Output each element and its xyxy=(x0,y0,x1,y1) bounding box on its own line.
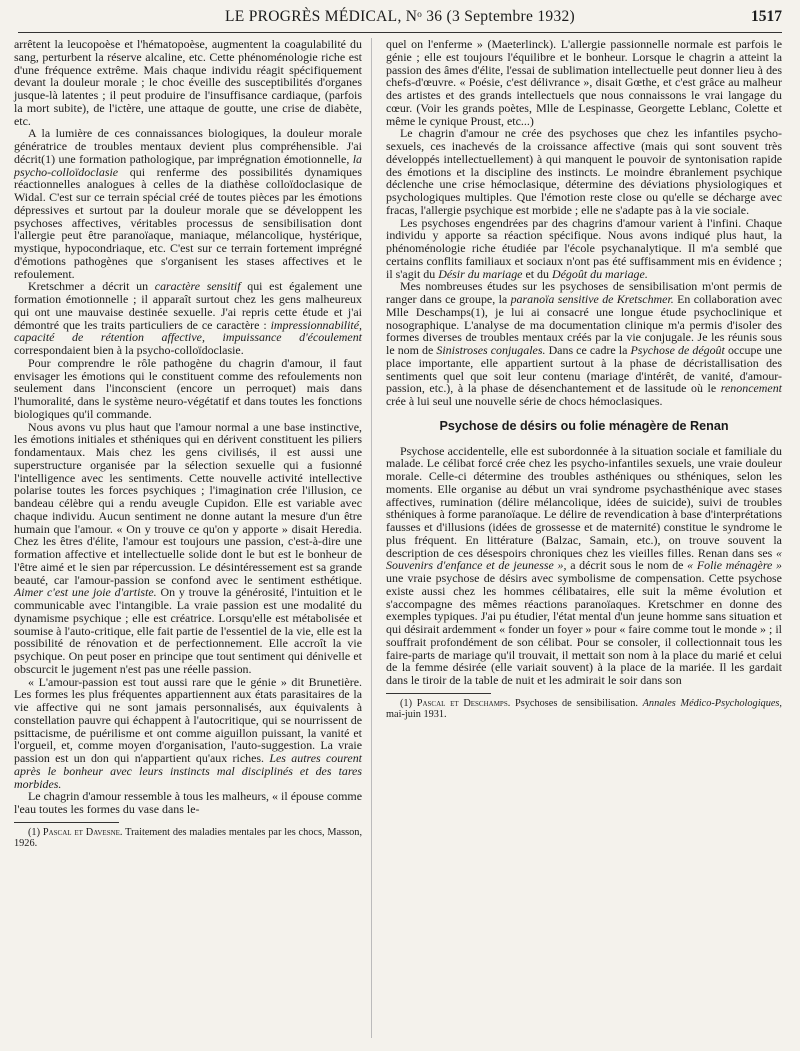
italic-term: Dégoût du mariage. xyxy=(551,266,648,281)
italic-term: Sinistroses conjugales. xyxy=(436,343,546,357)
footnote-rule xyxy=(14,822,119,823)
footnote xyxy=(14,827,362,850)
footnote-authors: Pascal et Davesne. xyxy=(42,826,123,838)
journal-title: LE PROGRÈS MÉDICAL, Nᵒ 36 (3 Septembre 1932) xyxy=(224,8,576,25)
header-rule xyxy=(18,32,782,33)
footnote-text: Traitement des maladies mentales par les chocs, Masson, 1926. xyxy=(14,826,363,850)
paragraph-text: Mes nombreuses études sur les psychoses de sensibilisation m'ont permis de ranger dans ce groupe, la xyxy=(386,279,782,306)
paragraph-text: une vraie psychose de désirs avec symbolisme de compensation. Cette psychose existe aussi chez les hommes célibataires, elle suit la même évolution et s'accompagne des mêmes réactions paranoïaques. Kretschmer en donne des exemples typiques. J'ai pu étudier, l'état mental d'un jeune homme sans situation et qui désirait ardemment « fonder un foyer » pour « faire comme tout le monde » ; il souffrait profondément de son célibat. Pour se consoler, il collectionnait tous les faire-parts de mariage qu'il trouvait, il mettait son nom à la place du marié et celui de la femme désirée (elle variait souvent) à la place de la mariée. Il les gardait dans le tiroir de la table de nuit et les admirait le soir dans son xyxy=(386,571,782,687)
italic-term: la psycho-colloïdoclasie xyxy=(14,151,363,179)
footnote-text: Psychoses de sensibilisation. xyxy=(515,697,638,709)
italic-quote: Les autres courent après le bonheur avec leurs instincts mal disciplinés et des tares morbides. xyxy=(14,751,362,791)
left-column xyxy=(14,38,362,850)
paragraph-text: Pour comprendre le rôle pathogène du chagrin d'amour, il faut envisager les émotions qui le constituent comme des refoulements non seulement dans l'inconscient (encore un perroquet) mais dans l'humoralité, dans le système neuro-végétatif et dans toutes les fonctions biologiques qu'il commande. xyxy=(14,355,362,421)
right-column xyxy=(386,38,782,721)
italic-term: Désir du mariage xyxy=(438,266,523,281)
footnote-marker: (1) xyxy=(28,826,41,838)
paragraph-text: quel on l'enferme » (Maeterlinck). L'allergie passionnelle normale est parfois le génie ; elle est toujours l'équilibre et le bonheur. Lorsque le chagrin a atteint la passion des âmes d'élite, l'essai de sublimation intellectuelle peut donner lieu à des chefs-d'œuvre. « Poésie, c'est délivrance », disait Gœthe, et c'est grâce au malheur des artistes et des grands intellectuels que nous connaissons le vrai langage du cœur. (Voir les grands poètes, Mlle de Lespinasse, Georgette Leblanc, Colette et même le cynique Proust, etc...) xyxy=(386,37,782,128)
paragraph-text: occupe une place importante, elle appartient surtout à la phase de décristallisation des sentiments quel que soit leur contenu (mariage d'intérêt, de vanité, d'amour-passion, etc.), à la phase de désenchantement et de lassitude où le xyxy=(386,343,783,396)
italic-title: « Folie ménagère » xyxy=(687,558,783,573)
paragraph xyxy=(14,421,362,676)
paragraph xyxy=(14,790,362,816)
paragraph-text: arrêtent la leucopoèse et l'hématopoèse, augmentent la coagulabilité du sang, perturbent la réserve alcaline, etc. Cette phénoménologie riche est d'une fréquence extrême. Mais chaque individu réagit spécifiquement devant la douleur morale ; le choc éveille des susceptibilités d'organes jusque-là latentes ; il peut produire de l'insuffisance cardiaque, (parfois la mort subite), de l'ictère, une attaque de goutte, une crise de diabète, etc. xyxy=(14,37,362,128)
paragraph xyxy=(386,127,782,216)
paragraph-text: crée à lui seul une nouvelle série de chocs hémoclasiques. xyxy=(386,394,663,408)
paragraph-text: Le chagrin d'amour ressemble à tous les malheurs, « il épouse comme l'eau toutes les formes du vase dans le- xyxy=(14,789,362,816)
paragraph xyxy=(386,445,782,687)
paragraph-text: Dans ce cadre la xyxy=(548,343,628,357)
footnote-text: mai-juin 1931. xyxy=(386,709,447,721)
italic-term: renoncement xyxy=(720,381,782,396)
paragraph-text: qui est également une formation émotionnelle ; il apparaît surtout chez les gens malheureux qui ont une mauvaise destinée sexuelle. J'ai repris cette étude et j'ai démontré que les traits particuliers de ce caractère : xyxy=(14,279,363,332)
footnote-marker: (1) xyxy=(400,697,413,709)
paragraph-text: A la lumière de ces connaissances biologiques, la douleur morale génératrice de troubles mentaux devient plus compréhensible. J'ai décrit(1) une formation pathologique, par imprégnation émotionnelle, xyxy=(14,126,362,166)
footnote-rule xyxy=(386,693,491,694)
paragraph-text: a décrit sous le nom de xyxy=(570,558,684,573)
running-head xyxy=(18,8,782,30)
paragraph-text: et du xyxy=(525,266,549,281)
italic-quote: Aimer c'est une joie d'artiste. xyxy=(14,585,157,600)
page-number: 1517 xyxy=(751,8,782,25)
italic-term: impressionnabilité, capacité de rétention affective, impuissance d'écoulement xyxy=(14,317,363,345)
paragraph xyxy=(386,38,782,127)
paragraph-text: qui renferme des possibilités dynamiques réactionnelles analogues à celles de la diathèse colloïdoclasique de Widal. C'est sur ce terrain spécial créé de toutes pièces par les émotions dépressives et surtout par la douleur morale que se développent les psychoses affectives, véritables processus de sensibilisation dont l'allergie peut être paranoïaque, maniaque, mélancolique, hystérique, mystique, hypocondriaque, etc. C'est sur ce terrain fortement imprégné d'émotions pathogènes que s'organisent les stases affectives et le refoulement. xyxy=(14,164,363,281)
paragraph-text: « L'amour-passion est tout aussi rare que le génie » dit Brunetière. Les formes les plus fréquentes appartiennent aux états parasitaires de la vie affective qui ne sont jamais personnalisés, aux équivalents à constellation pauvre qui échappent à l'autocritique, qui se nourrissent de psittacisme, de puérilisme et ont comme aiguillon puissant, la vanité et l'orgueil, et, comme moyen d'organisation, l'auto-suggestion. La vraie passion est un don qui n'appartient qu'aux riches. xyxy=(14,674,362,765)
footnote-authors: Pascal et Deschamps. xyxy=(416,697,511,709)
column-divider xyxy=(371,38,372,1038)
paragraph-text: On y trouve la générosité, l'intuition et le communicable avec l'intangible. La vraie passion est une modalité du dynamisme psychique ; elle est créatrice. Lorsqu'elle est métabolisée et soumise à l'auto-critique, elle fait partie de l'essentiel de la vie, elle est la possibilité de rénovation et de perfectionnement. Elle accroît la vie psychique. On peut poser en principe que tout sentiment qui dénivelle et obscurcit le jugement n'est pas une réelle passion. xyxy=(14,585,363,676)
paragraph xyxy=(14,127,362,280)
italic-term: caractère sensitif xyxy=(154,279,241,294)
footnote xyxy=(386,698,782,721)
italic-term: Psychose de dégoût xyxy=(630,343,725,357)
paragraph-text: correspondaient bien à la psycho-colloïdoclasie. xyxy=(14,343,244,357)
paragraph xyxy=(386,217,782,281)
paragraph xyxy=(14,38,362,127)
italic-title: « Souvenirs d'enfance et de jeunesse », xyxy=(386,545,782,573)
paragraph-text: Nous avons vu plus haut que l'amour normal a une base instinctive, les émotions initiales et sthéniques qui en dérivent constituent les piliers fondamentaux. Mais chez les gens civilisés, il est aussi une superstructure organisée par la sélection sexuelle qui a fusionné l'intelligence avec les sentiments. Cette nouvelle activité intellective polarise toutes les forces psychiques ; l'imagination crée l'illusion, ce bandeau célèbre qui a rendu aveugle Cupidon. Elle est variable avec chaque individu. Aucun sentiment ne donne autant la mesure d'un être humain que l'amour. « On y trouve ce qu'on y apporte » disait Heredia. Chez les êtres d'élite, l'amour est toujours une passion, c'est-à-dire une formation affective et intellectuelle solide dont le but est le bonheur de l'être aimé et le sien par répercussion. Le désintéressement est sa grande beauté, car l'amour-passion se confond avec le sentiment esthétique. xyxy=(14,419,362,587)
footnote-journal: Annales Médico-Psychologiques, xyxy=(642,697,783,709)
italic-term: paranoïa sensitive de Kretschmer. xyxy=(510,292,674,306)
paragraph xyxy=(14,280,362,357)
paragraph-text: Le chagrin d'amour ne crée des psychoses que chez les infantiles psycho-sexuels, ces inachevés de la croissance affective (mais qui sont souvent très développés intellectuellement) à qui manquent le pouvoir de syntonisation rapide des émotions et la discipline des instincts. Le moindre ébranlement psychique déclenche une crise hémoclasique, détermine des déviations physiologiques et psychologiques multiples. Que l'émotion reste close ou qu'elle se décharge avec fracas, l'allergie psychique est morbide ; elle ne s'adapte pas à la vie sociale. xyxy=(386,126,782,217)
paragraph xyxy=(14,357,362,421)
paragraph-text: Les psychoses engendrées par des chagrins d'amour varient à l'infini. Chaque individu y apporte sa réaction spécifique. Nous avons indiqué plus haut, la phénoménologie riche étudiée par l'école psychanalytique. Il m'a semblé que certains conflits familiaux et sociaux n'ont pas été suffisamment mis en évidence ; il s'agit du xyxy=(386,215,782,281)
paragraph-text: Psychose accidentelle, elle est subordonnée à la situation sociale et familiale du malade. Le célibat forcé crée chez les psycho-infantiles sexuels, une vraie douleur morale. Celle-ci détermine des troubles asthéniques ou sthéniques, selon les moments. Elle organise au début un vrai syndrome psychasthénique avec stases affectives, rumination (délire mélancolique, idées de suicide), suivi de troubles sthéniques à forme paranoïaque. Le délire de revendication à base d'interprétations fausses et d'illusions (idées de grossesse et de maternité) constitue le syndrome le plus fréquent. En littérature (Balzac, Samain, etc.), on trouve souvent la description de ces désespoirs chroniques chez les vieilles filles. Renan dans ses xyxy=(386,443,782,560)
paragraph-text: Kretschmer a décrit un xyxy=(28,279,149,294)
paragraph-text: En collaboration avec Mlle Deschamps(1), je lui ai consacré une longue étude psychoclinique et nosographique. L'analyse de ma documentation clinique m'a permis d'isoler des formes diverses de troubles mentaux créés par la vie conjugale. Je les réunis sous le nom de xyxy=(386,292,782,357)
paragraph xyxy=(386,280,782,408)
paragraph xyxy=(14,676,362,791)
section-heading: Psychose de désirs ou folie ménagère de Renan xyxy=(439,418,729,433)
